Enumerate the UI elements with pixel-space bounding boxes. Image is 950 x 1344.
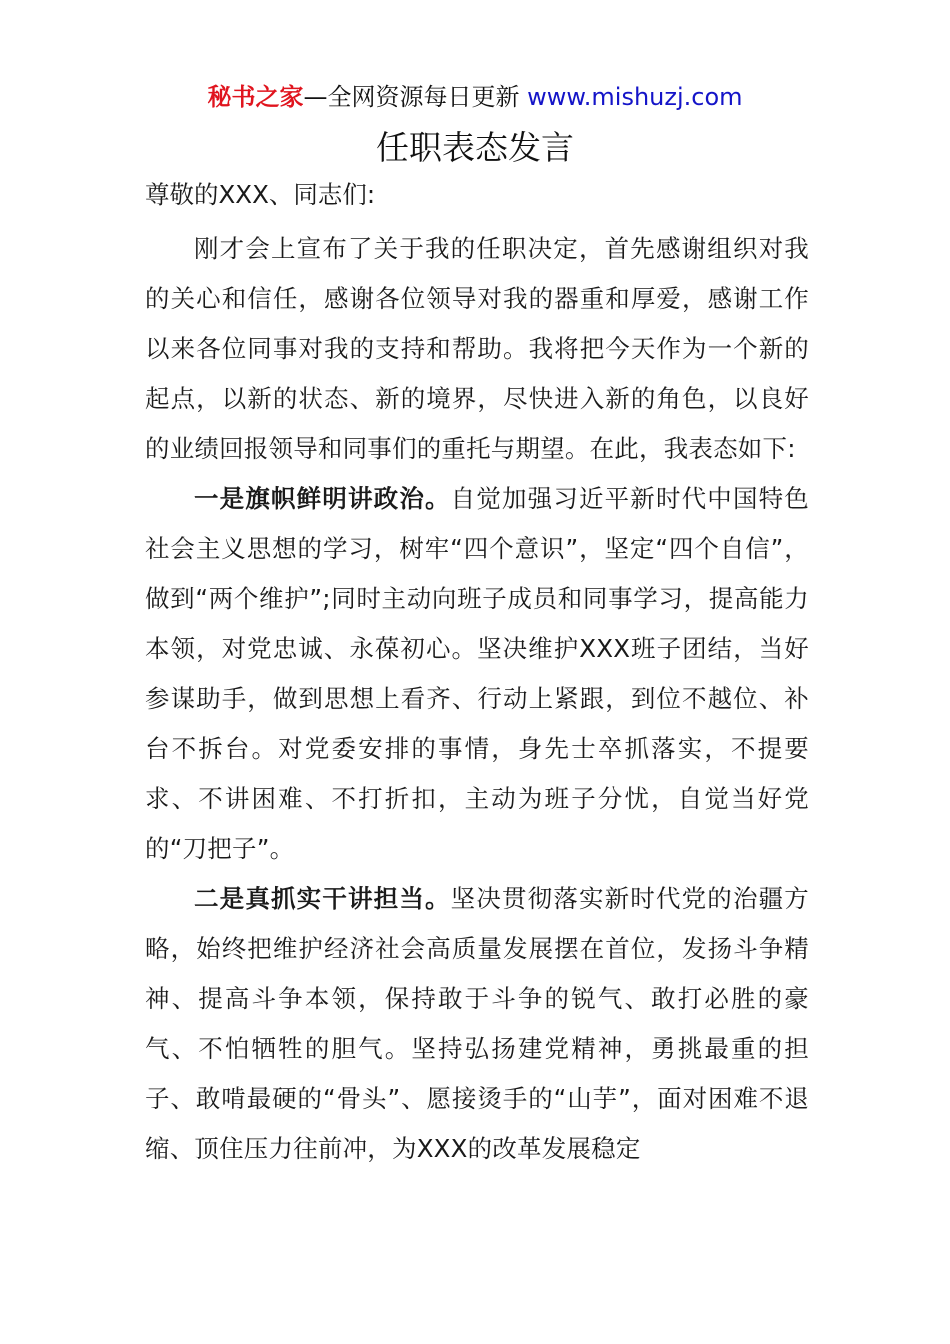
point-paragraph-2 — [145, 874, 809, 1174]
site-header — [0, 80, 950, 114]
point-heading-1: 一是旗帜鲜明讲政治。 — [194, 484, 451, 513]
salutation: 尊敬的XXX、同志们: — [145, 180, 376, 209]
header-tagline: —全网资源每日更新 — [303, 83, 520, 111]
intro-paragraph: 刚才会上宣布了关于我的任职决定，首先感谢组织对我的关心和信任，感谢各位领导对我的器重和厚爱，感谢工作以来各位同事对我的支持和帮助。我将把今天作为一个新的起点，以新的状态、新的境界，尽快进入新的角色，以良好的业绩回报领导和同事们的重托与期望。在此，我表态如下: — [145, 234, 809, 463]
point-text-2: 坚决贯彻落实新时代党的治疆方略，始终把维护经济社会高质量发展摆在首位，发扬斗争精神、提高斗争本领，保持敢于斗争的锐气、敢打必胜的豪气、不怕牺牲的胆气。坚持弘扬建党精神，勇挑最重的担子、敢啃最硬的“骨头”、愿接烫手的“山芋”，面对困难不退缩、顶住压力往前冲，为XXX的改革发展稳定 — [145, 884, 809, 1163]
document-body — [145, 174, 809, 1174]
document-title: 任职表态发言 — [376, 128, 574, 167]
point-text-1: 自觉加强习近平新时代中国特色社会主义思想的学习，树牢“四个意识”，坚定“四个自信”，做到“两个维护”;同时主动向班子成员和同事学习，提高能力本领，对党忠诚、永葆初心。坚决维护XXX班子团结，当好参谋助手，做到思想上看齐、行动上紧跟，到位不越位、补台不拆台。对党委安排的事情，身先士卒抓落实，不提要求、不讲困难、不打折扣，主动为班子分忧，自觉当好党的“刀把子”。 — [145, 484, 809, 863]
site-url-link[interactable]: www.mishuzj.com — [527, 83, 743, 111]
point-paragraph-1 — [145, 474, 809, 874]
point-heading-2: 二是真抓实干讲担当。 — [194, 884, 451, 913]
brand-name: 秘书之家 — [207, 83, 304, 111]
